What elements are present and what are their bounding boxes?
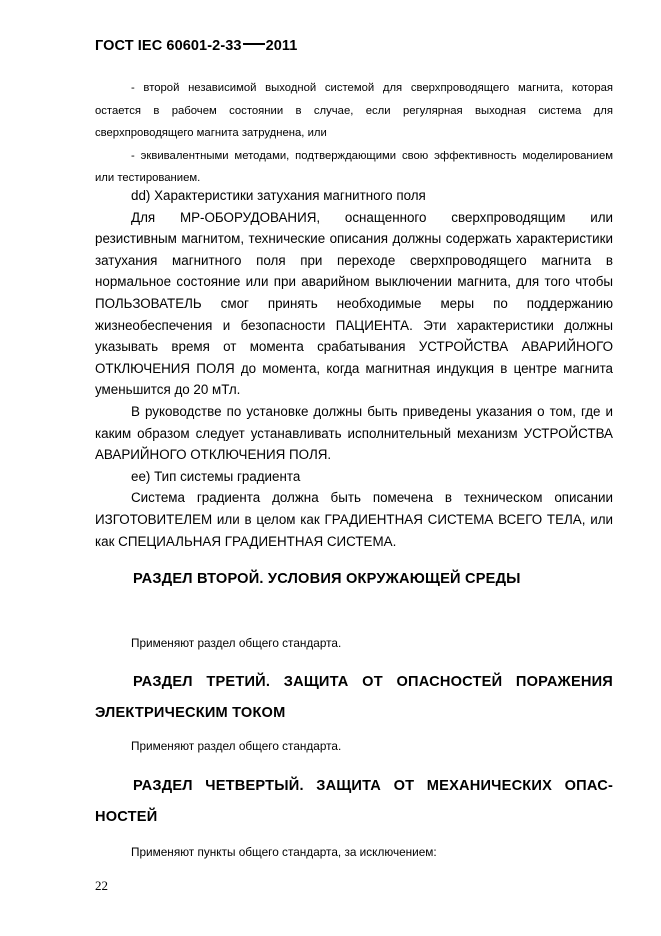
section-two-title: РАЗДЕЛ ВТОРОЙ. УСЛОВИЯ ОКРУЖАЮЩЕЙ СРЕДЫ (133, 571, 521, 587)
paragraph-installation-manual: В руководстве по установке должны быть приведены указания о том, где и каким образом следует устанавливать исполнительный механизм УСТРОЙСТВА АВАРИЙНОГО ОТКЛЮЧЕНИЯ ПОЛЯ. (95, 403, 613, 463)
section-three-text: Применяют раздел общего стандарта. (131, 739, 342, 753)
document-header (95, 38, 297, 54)
section-four-title: РАЗДЕЛ ЧЕТВЕРТЫЙ. ЗАЩИТА ОТ МЕХАНИЧЕСКИХ ОПАС- НОСТЕЙ (95, 778, 613, 825)
list-block (95, 77, 613, 190)
paragraph-gradient-system: Система градиента должна быть помечена в техническом описании ИЗГОТОВИТЕЛЕМ или в целом как ГРАДИЕНТНАЯ СИСТЕМА ВСЕГО ТЕЛА, или как СПЕЦИАЛЬНАЯ ГРАДИЕНТНАЯ СИСТЕМА. (95, 490, 613, 549)
subclause-heading-dd: dd) Характеристики затухания магнитного поля (131, 188, 426, 203)
header-dash (243, 43, 265, 45)
header-year: 2011 (265, 38, 298, 54)
section-three-title: РАЗДЕЛ ТРЕТИЙ. ЗАЩИТА ОТ ОПАСНОСТЕЙ ПОРАЖЕНИЯ ЭЛЕКТРИЧЕСКИМ ТОКОМ (95, 674, 613, 721)
subclause-heading-ee: ee) Тип системы градиента (131, 468, 301, 484)
page-number: 22 (95, 878, 108, 893)
section-four-text: Применяют пункты общего стандарта, за исключением: (131, 845, 437, 859)
header-standard-code: ГОСТ IEC 60601-2-33 (95, 38, 242, 54)
paragraph-field-decay: Для МР-ОБОРУДОВАНИЯ, оснащенного сверхпроводящим или резистивным магнитом, технические описания должны содержать характеристики затухания магнитного поля при переходе сверхпроводящего магнита в нормальное состояние или при аварийном выключении магнита, для того чтобы ПОЛЬЗОВАТЕЛЬ смог принять необходимые меры по поддержанию жизнеобеспечения и безопасности ПАЦИЕНТА. Эти характеристики должны указывать время от момента срабатывания УСТРОЙСТВА АВАРИЙНОГО ОТКЛЮЧЕНИЯ ПОЛЯ до момента, когда магнитная индукция в центре магнита уменьшится до 20 мТл. (95, 209, 613, 398)
section-two-text: Применяют раздел общего стандарта. (131, 636, 342, 650)
list-item-equivalent-methods: - эквивалентными методами, подтверждающими свою эффективность моделированием или тестированием. (95, 149, 613, 184)
main-text-block (95, 185, 613, 552)
list-item-second-output-system: - второй независимой выходной системой для сверхпроводящего магнита, которая остается в рабочем состоянии в случае, если регулярная выходная система для сверхпроводящего магнита затруднена, или (95, 82, 613, 139)
